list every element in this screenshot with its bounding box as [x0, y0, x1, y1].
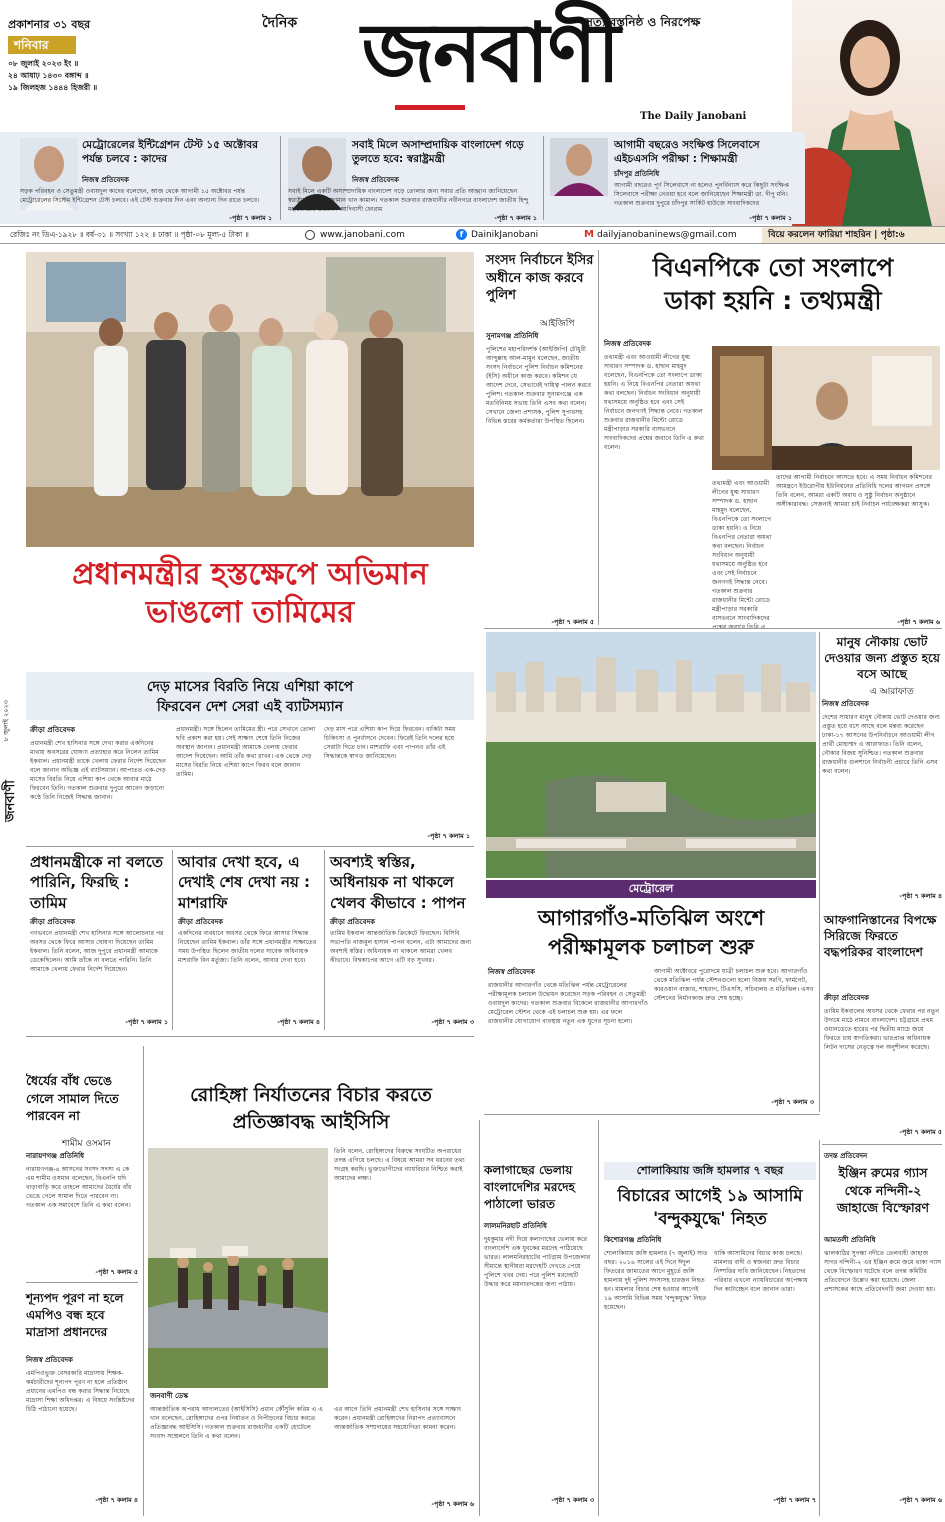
- sholakia-headline-line: বিচারের আগেই ১৯ আসামি: [617, 1186, 803, 1205]
- boat-continued[interactable]: -পৃষ্ঠা ৭ কলাম ৪: [899, 892, 942, 900]
- mail-icon: M: [584, 229, 594, 240]
- top-story-body: সবাই মিলে একটি অসাম্প্রদায়িক বাংলাদেশ গড়ে তোলার জন্য সবার প্রতি আহ্বান জানিয়েছেন স্বরাষ্ট্রমন্ত্রী আসাদুজ্জামান খান কামাল। গতকাল শুক্রবার রাজধানীর নবীনগরে বাংলাদেশ জাতীয় হিন্দু মহাজোটের উত্তরবঙ্গ আদিবাসী ফোরাম: [288, 188, 529, 213]
- day-label: শনিবার: [14, 38, 49, 52]
- lead-subhead-line: দেড় মাসের বিরতি নিয়ে এশিয়া কাপে: [146, 679, 354, 695]
- gas-body: ঝালকাঠির সুগন্ধা নদীতে তেলবাহী জাহাজ সাগর নন্দিনী-২ এর ইঞ্জিন রুমে জমে থাকা গ্যাস থেকে বিস্ফোরণ ঘটেছে বলে তদন্ত কমিটির প্রতিবেদনে উল্লেখ করা হয়েছে। জেলা প্রশাসকের কাছে প্রতিবেদনটি জমা দেওয়া হয়।: [824, 1250, 942, 1293]
- boat-byline: নিজস্ব প্রতিবেদক: [822, 700, 869, 708]
- bnp-body-2: তথ্যমন্ত্রী এবং আওয়ামী লীগের যুগ্ম সাধারণ সম্পাদক ড. হাছান মাহমুদ বলেছেন, বিএনপিকে তো সংলাপে ডাকা হয়নি। এ নিয়ে বিএনপির নেতারা অযথা কথা বলছেন। নির্বাচন সংবিধান অনুযায়ী যথাসময়ে অনুষ্ঠিত হবে এবং সেই নির্বাচনে জনগণই সিদ্ধান্ত নেবে। গতকাল শুক্রবার রাজধানীর মিন্টো রোডে মন্ত্রীপাড়ার সরকারি বাসভবনে সাংবাদিকদের প্রশ্নের জবাবে তিনি এ: [712, 480, 772, 631]
- paper-title: জনবাণী: [361, 5, 619, 101]
- metro-label: মেট্রোরেল: [628, 882, 674, 895]
- top-story-body: সড়ক পরিবহন ও সেতুমন্ত্রী ওবায়দুল কাদের বলেছেন, আজ থেকে আগামী ১৫ অক্টোবর পর্যন্ত মেট্রোরেলের সিস্টেম ইন্টিগ্রেশন টেস্ট চলবে। এই টেস্ট শুক্রবার দিন এবং অন্যান্য দিন রাতে চলবে।: [20, 188, 260, 204]
- top-story-body: আগামী বছরেও পূর্ণ সিলেবাসে না হলেও পুনর্বিন্যাস করে কিছুটা সংক্ষিপ্ত সিলেবাসে পরীক্ষা নেওয়া হবে বলে জানিয়েছেন শিক্ষামন্ত্রী ডা. দীপু মনি। গতকাল শুক্রবার দুপুরে চাঁদপুর সার্কিট হাউজে সাংবাদিকদের: [614, 182, 790, 207]
- sholakia-headline-line: 'বন্দুকযুদ্ধে' নিহত: [653, 1209, 767, 1229]
- top-story-headline[interactable]: আগামী বছরেও সংক্ষিপ্ত সিলেবাসে এইচএসসি পরীক্ষা : শিক্ষামন্ত্রী: [614, 139, 760, 166]
- lead-headline-line: প্রধানমন্ত্রীর হস্তক্ষেপে অভিমান: [72, 557, 428, 592]
- sub-story-body: একদিনের ব্যবধানে অবসর থেকে ফিরে আসার সিদ্ধান্ত নিয়েছেন তামিম ইকবাল। তাঁর সঙ্গে প্রধানমন্ত্রীর সাক্ষাতের সময় উপস্থিত ছিলেন জাতীয় দলের সাবেক অধিনায়ক মাশরাফি বিন মর্তুজা। তিনি বলেন, আবার দেখা হবে।: [178, 930, 317, 964]
- info-bar: [0, 226, 945, 244]
- date-line: ২৪ আষাঢ় ১৪৩০ বঙ্গাব্দ ॥: [8, 71, 89, 80]
- police-kicker-tag: আইজিপি: [540, 319, 575, 329]
- top-stories-strip: [0, 132, 805, 224]
- side-margin: [0, 690, 22, 870]
- patience-body: নারায়ণগঞ্জ-৪ আসনের সংসদ সদস্য এ কে এম শামীম ওসমান বলেছেন, বিএনপি যদি বাড়াবাড়ি করে তাহলে আমাদের ধৈর্যের বাঁধ ভেঙে গেলে সামাল দিতে পারবেন না। গতকাল এক সমাবেশে তিনি এ কথা বলেন।: [26, 1166, 132, 1209]
- sholakia-kicker-box: [604, 1162, 816, 1180]
- afghan-body: তামিম ইকবালের অবসর থেকে ফেরার পর নতুন উদ্যমে মাঠে নামবে বাংলাদেশ। চট্টগ্রামে প্রথম ওয়ানডেতে হারের পর দ্বিতীয় ম্যাচে জয়ে ফিরতে চায় স্বাগতিকরা। ভারপ্রাপ্ত অধিনায়ক লিটন দাসের নেতৃত্বে দল অনুশীলন করেছে।: [824, 1008, 940, 1051]
- top-story-byline: নিজস্ব প্রতিবেদক: [82, 176, 129, 184]
- sholakia-continued[interactable]: -পৃষ্ঠা ৭ কলাম ৭: [773, 1496, 816, 1504]
- patience-byline: নারায়ণগঞ্জ প্রতিনিধি: [26, 1152, 85, 1160]
- metro-headline-line: পরীক্ষামূলক চলাচল শুরু: [548, 935, 754, 960]
- lead-headline[interactable]: [26, 556, 474, 631]
- lead-byline: ক্রীড়া প্রতিবেদক: [30, 726, 76, 734]
- sub-story-continued[interactable]: -পৃষ্ঠা ৭ কলাম ৩: [431, 1018, 474, 1026]
- rohingya-photo: [148, 1148, 328, 1388]
- metro-byline: নিজস্ব প্রতিবেদক: [488, 968, 535, 976]
- rohingya-headline-line: প্রতিজ্ঞাবদ্ধ আইসিসি: [232, 1110, 390, 1133]
- sub-story-headline[interactable]: আবার দেখা হবে, এ দেখাই শেষ দেখা নয় : মাশরাফি: [178, 853, 311, 912]
- patience-tag: শামীম ওসমান: [62, 1139, 111, 1149]
- boat-body: দেশের সাধারণ মানুষ নৌকায় ভোট দেওয়ার জন্য প্রস্তুত হয়ে বসে আছে বলে মন্তব্য করেছেন ঢাকা-১৭ আসনের উপনির্বাচনে আওয়ামী লীগ প্রার্থী মোহাম্মদ এ আরাফাত। তিনি বলেন, নৌকার বিজয় সুনিশ্চিত। গতকাল শুক্রবার রাজধানীর গুলশানে নির্বাচনী প্রচারে তিনি এসব কথা বলেন।: [822, 714, 940, 775]
- paper-title-accent: [395, 40, 465, 110]
- rohingya-continued[interactable]: -পৃষ্ঠা ৭ কলাম ৬: [431, 1500, 474, 1508]
- top-story-headline[interactable]: মেট্রোরেলের ইন্টিগ্রেশন টেস্ট ১৫ অক্টোবর পর্যন্ত চলবে : কাদের: [82, 139, 258, 166]
- madrasa-headline[interactable]: শূন্যপদ পূরণ না হলে এমপিও বন্ধ হবে মাদ্রাসা প্রধানদের: [26, 1291, 124, 1339]
- bnp-byline: নিজস্ব প্রতিবেদক: [604, 340, 651, 348]
- top-story-byline: চাঁদপুর প্রতিনিধি: [614, 170, 660, 178]
- bnp-headline-line: বিএনপিকে তো সংলাপে: [652, 253, 894, 282]
- police-kicker-body: পুলিশের মহাপরিদর্শক (আইজিপি) চৌধুরী আব্দুল্লাহ আল-মামুন বলেছেন, জাতীয় সংসদ নির্বাচনে পুলিশ নির্বাচন কমিশনের (ইসি) অধীনে কাজ করবে। কমিশন যে আদেশ দেবে, সেভাবেই দায়িত্ব পালন করবে পুলিশ। গতকাল শুক্রবার সুনামগঞ্জে এক মতবিনিময় সভায় তিনি এসব কথা বলেন। সেখানে জেলা প্রশাসক, পুলিশ সুপারসহ বিভিন্ন স্তরের কর্মকর্তারা উপস্থিত ছিলেন।: [486, 346, 592, 425]
- advert-photo: [792, 0, 945, 226]
- metro-headline[interactable]: [486, 904, 816, 963]
- banana-continued[interactable]: -পৃষ্ঠা ৭ কলাম ৩: [551, 1496, 594, 1504]
- afghan-headline[interactable]: আফগানিস্তানের বিপক্ষে সিরিজে ফিরতে বদ্ধপরিকর বাংলাদেশ: [824, 913, 937, 960]
- english-title: The Daily Janobani: [640, 111, 747, 122]
- bnp-continued[interactable]: -পৃষ্ঠা ৭ কলাম ৬: [897, 618, 940, 626]
- rohingya-byline: জনবাণী ডেস্ক: [150, 1392, 189, 1400]
- sub-story-headline[interactable]: অবশ্যই স্বস্তির, অধিনায়ক না থাকলে খেলব কীভাবে : পাপন: [330, 853, 466, 912]
- facebook-icon: f: [456, 229, 467, 240]
- gas-kicker: তদন্ত প্রতিবেদন: [824, 1152, 868, 1160]
- sub-story-headline[interactable]: প্রধানমন্ত্রীকে না বলতে পারিনি, ফিরছি : তামিম: [30, 853, 164, 912]
- metro-photo: [486, 632, 816, 878]
- top-story-byline: নিজস্ব প্রতিবেদক: [352, 176, 399, 184]
- facebook-link[interactable]: DainikJanobani: [471, 230, 539, 240]
- sub-story-byline: ক্রীড়া প্রতিবেদক: [330, 918, 376, 926]
- registration-info: রেজিঃ নং ডিএ-১৯২৮ ॥ বর্ষ-৩১ ॥ সংখ্যা ১২২ ॥ ঢাকা ॥ পৃষ্ঠা-০৮ মূল্য-৫ টাকা ॥: [10, 230, 249, 239]
- rohingya-headline-line: রোহিঙ্গা নির্যাতনের বিচার করতে: [190, 1084, 432, 1106]
- since-label: প্রকাশনার ৩১ বছর: [8, 18, 91, 31]
- metro-label-bar: [486, 880, 816, 898]
- story-photo: [550, 138, 608, 196]
- sholakia-headline[interactable]: [604, 1184, 816, 1230]
- lead-body-col: দেড় মাস পরে এশিয়া কাপ দিয়ে ফিরবেন। বাকিটা সময় চিকিৎসা ও পুনর্বাসনে দেবেন। ফিরেই তিনি দলের হয়ে সেরাটা দিতে চান। মাশরাফি এবং পাপনও তাঁর এই সিদ্ধান্তকে স্বাগত জানিয়েছেন।: [324, 726, 456, 760]
- margin-date: ৮ জুলাই ২০২৩: [2, 700, 10, 742]
- gas-headline[interactable]: ইঞ্জিন রুমের গ্যাস থেকে নন্দিনী-২ জাহাজে বিস্ফোরণ: [836, 1165, 930, 1215]
- rohingya-body-col: তিনি বলেন, রোহিঙ্গাদের বিরুদ্ধে সংঘটিত অপরাধের তদন্ত এগিয়ে চলছে। এ বিষয়ে আমরা সব ধরনের তথ্য সংগ্রহ করছি। ভুক্তভোগীদের ন্যায়বিচার নিশ্চিত করাই আমাদের লক্ষ্য।: [334, 1148, 465, 1182]
- minister-photo: [712, 346, 940, 470]
- banana-headline[interactable]: কলাগাছের ভেলায় বাংলাদেশির মরদেহ পাঠালো ভারত: [484, 1163, 575, 1211]
- sub-story-byline: ক্রীড়া প্রতিবেদক: [30, 918, 76, 926]
- gas-continued[interactable]: -পৃষ্ঠা ৭ কলাম ৬: [899, 1496, 942, 1504]
- afghan-byline: ক্রীড়া প্রতিবেদক: [824, 994, 870, 1002]
- sholakia-kicker: শোলাকিয়ায় জঙ্গি হামলার ৭ বছর: [636, 1164, 784, 1177]
- boat-headline[interactable]: মানুষ নৌকায় ভোট দেওয়ার জন্য প্রস্তুত হয়ে বসে আছে: [824, 635, 940, 682]
- police-kicker-byline: সুনামগঞ্জ প্রতিনিধি: [486, 332, 539, 340]
- motto: সত্য বস্তুনিষ্ঠ ও নিরপেক্ষ: [585, 15, 701, 29]
- sub-story-body: গণভবনে প্রধানমন্ত্রী শেখ হাসিনার সঙ্গে আলোচনার পর অবসর থেকে ফিরে আসার ঘোষণা দিয়েছেন তামিম ইকবাল। তিনি বলেন, আজ দুপুরে প্রধানমন্ত্রী আমাকে ডেকেছিলেন। আমি তাঁকে না বলতে পারিনি। তিনি আমাকে খেলায় ফেরার নির্দেশ দিয়েছেন।: [30, 930, 164, 973]
- sholakia-body-col: বাকি আসামিদের বিচার কাজ চলছে। মামলার বাদী ও স্বজনরা দ্রুত বিচার নিষ্পত্তির দাবি জানিয়েছেন। নিহতদের পরিবার এখনো ন্যায়বিচারের অপেক্ষায় দিন কাটাচ্ছেন বলে জানান তারা।: [714, 1250, 808, 1293]
- date-line: ১৯ জিলহজ ১৪৪৪ হিজরী ॥: [8, 83, 98, 92]
- date-line: ০৮ জুলাই ২০২৩ ইং ॥: [8, 59, 79, 68]
- sholakia-byline: কিশোরগঞ্জ প্রতিনিধি: [604, 1236, 662, 1244]
- bnp-body: তথ্যমন্ত্রী এবং আওয়ামী লীগের যুগ্ম সাধারণ সম্পাদক ড. হাছান মাহমুদ বলেছেন, বিএনপিকে তো সংলাপে ডাকা হয়নি। এ নিয়ে বিএনপির নেতারা অযথা কথা বলছেন। নির্বাচন সংবিধান অনুযায়ী যথাসময়ে অনুষ্ঠিত হবে এবং সেই নির্বাচনে জনগণই সিদ্ধান্ত নেবে। গতকাল শুক্রবার রাজধানীর মিন্টো রোডে মন্ত্রীপাড়ার সরকারি বাসভবনে সাংবাদিকদের প্রশ্নের জবাবে তিনি এ কথা বলেন।: [604, 354, 704, 451]
- lead-body-col: প্রধানমন্ত্রী শেখ হাসিনার সঙ্গে দেখা করার একদিনের মাথায় অবসরের ঘোষণা প্রত্যাহার করে নিলেন তামিম ইকবাল। প্রধানমন্ত্রী তাকে খেলায় ফেরার নির্দেশ দিয়েছেন বলে জানান অভিজ্ঞ এই ব্যাটসম্যান। আপাতত এক-দেড় মাসের বিরতি নিয়ে এশিয়া কাপ থেকে আবার মাঠে ফিরবেন তিনি। গতকাল শুক্রবার দুপুরে আবেগ জড়ানো কণ্ঠে তিনি নিজেই সিদ্ধান্ত জানান।: [30, 740, 166, 801]
- patience-continued[interactable]: -পৃষ্ঠা ৭ কলাম ৫: [95, 1268, 138, 1276]
- bnp-headline[interactable]: [604, 252, 942, 317]
- sholakia-body-col: শোলাকিয়ায় জঙ্গি হামলার (৭ জুলাই) সাত বছর। ২০১৬ সালের এই দিনে ঈদুল ফিতরের জামাতের আগে মুহূর্তে জঙ্গি হামলায় দুই পুলিশ সদস্যসহ চারজন নিহত হন। মামলার বিচার শেষ হওয়ার আগেই ১৯ আসামি বিভিন্ন সময় 'বন্দুকযুদ্ধে' নিহত হয়েছেন।: [604, 1250, 708, 1311]
- rohingya-body-col: এর আগে তিনি প্রধানমন্ত্রী শেখ হাসিনার সঙ্গে সাক্ষাৎ করেন। প্রধানমন্ত্রী রোহিঙ্গাদের নিরাপদ প্রত্যাবাসনে আন্তর্জাতিক সম্প্রদায়ের সহযোগিতা কামনা করেন।: [334, 1406, 462, 1431]
- metro-continued[interactable]: -পৃষ্ঠা ৭ কলাম ৩: [771, 1098, 814, 1106]
- metro-body-col: রাজধানীর আগারগাঁও থেকে মতিঝিল পর্যন্ত মেট্রোরেলের পরীক্ষামূলক চলাচল উদ্বোধন করেছেন সড়ক পরিবহন ও সেতুমন্ত্রী ওবায়দুল কাদের। গতকাল শুক্রবার বিকেলে রাজধানীর আগারগাঁও মেট্রোরেল স্টেশন থেকে এই চলাচল শুরু হয়। এর ফলে রাজধানীর যোগাযোগ ব্যবস্থায় নতুন এক যুগের সূচনা হলো।: [488, 982, 649, 1025]
- top-story-continued[interactable]: -পৃষ্ঠা ৭ কলাম ১: [749, 214, 792, 222]
- gas-byline: আমতলী প্রতিনিধি: [824, 1236, 876, 1244]
- metro-headline-line: আগারগাঁও-মতিঝিল অংশে: [537, 906, 765, 930]
- top-story-headline[interactable]: সবাই মিলে অসাম্প্রদায়িক বাংলাদেশ গড়ে তুলতে হবে: স্বরাষ্ট্রমন্ত্রী: [352, 139, 524, 166]
- banana-byline: লালমনিরহাট প্রতিনিধি: [484, 1222, 547, 1230]
- lead-continued[interactable]: -পৃষ্ঠা ৭ কলাম ১: [427, 832, 470, 840]
- masthead: [0, 0, 945, 132]
- lead-subhead-line: ফিরবেন দেশ সেরা এই ব্যাটসম্যান: [156, 699, 344, 716]
- police-kicker-continued[interactable]: -পৃষ্ঠা ৭ কলাম ৫: [551, 618, 594, 626]
- afghan-continued[interactable]: -পৃষ্ঠা ৭ কলাম ৫: [899, 1128, 942, 1136]
- email-link[interactable]: dailyjanobaninews@gmail.com: [597, 230, 737, 240]
- website-link[interactable]: www.janobani.com: [320, 230, 405, 240]
- lead-headline-line: ভাঙলো তামিমের: [145, 594, 355, 630]
- globe-icon: [305, 230, 315, 240]
- boat-tag: এ আরাফাত: [870, 687, 914, 697]
- sub-story-continued[interactable]: -পৃষ্ঠা ৭ কলাম ১: [125, 1018, 168, 1026]
- police-kicker-headline[interactable]: সংসদ নির্বাচনে ইসির অধীনে কাজ করবে পুলিশ: [486, 253, 594, 304]
- rohingya-headline[interactable]: [148, 1082, 474, 1135]
- banana-body: দুধকুমার নদী দিয়ে কলাগাছের ভেলায় করে বাংলাদেশি এক যুবকের মরদেহ পাঠিয়েছে ভারত। লালমনিরহাটের পাটগ্রাম উপজেলার সীমান্তে স্থানীয়রা মরদেহটি দেখতে পেয়ে পুলিশে খবর দেয়। পরে পুলিশ মরদেহটি উদ্ধার করে ময়নাতদন্তের জন্য পাঠায়।: [484, 1236, 591, 1288]
- lead-subhead-box: [26, 672, 474, 720]
- metro-body-col: আগামী অক্টোবরে পুরোদমে যাত্রী চলাচল শুরু হবে। আগারগাঁও থেকে মতিঝিল পর্যন্ত স্টেশনগুলো হলো বিজয় সরণি, ফার্মগেট, কারওয়ান বাজার, শাহবাগ, টিএসসি, সচিবালয় ও মতিঝিল। এসব স্টেশনের নির্মাণকাজ দ্রুত শেষ হচ্ছে।: [654, 968, 814, 1002]
- top-story-continued[interactable]: -পৃষ্ঠা ৭ কলাম ১: [494, 214, 537, 222]
- madrasa-body: এমপিওভুক্ত বেসরকারি মাদ্রাসায় শিক্ষক-কর্মচারীদের শূন্যপদ পূরণ না হলে প্রতিষ্ঠান প্রধানের এমপিও বন্ধ করার সিদ্ধান্ত নিয়েছে মাদ্রাসা শিক্ষা অধিদপ্তর। এ বিষয়ে সংশ্লিষ্টদের চিঠি পাঠানো হয়েছে।: [26, 1370, 135, 1413]
- sub-story-continued[interactable]: -পৃষ্ঠা ৭ কলাম ৪: [277, 1018, 320, 1026]
- madrasa-byline: নিজস্ব প্রতিবেদক: [26, 1356, 73, 1364]
- rohingya-body-col: আন্তর্জাতিক অপরাধ আদালতের (আইসিসি) প্রধান কৌঁসুলি করিম এ এ খান বলেছেন, রোহিঙ্গাদের ওপর নির্যাতন ও নিপীড়নের বিচার করতে প্রতিজ্ঞাবদ্ধ আইসিসি। গতকাল শুক্রবার রাজধানীর একটি হোটেলে সংবাদ সম্মেলনে তিনি এ কথা বলেন।: [150, 1406, 323, 1440]
- sub-story-byline: ক্রীড়া প্রতিবেদক: [178, 918, 224, 926]
- madrasa-continued[interactable]: -পৃষ্ঠা ৭ কলাম ৪: [95, 1496, 138, 1504]
- bnp-headline-line: ডাকা হয়নি : তথ্যমন্ত্রী: [664, 285, 882, 315]
- pre-title: দৈনিক: [262, 15, 298, 31]
- bnp-side: তাদের আগামী নির্বাচনে আসতে হবে। এ সময় নির্বাচন কমিশনের আমন্ত্রণে ইউরোপীয় ইউনিয়নের প্রতিনিধি দলের আগমন প্রসঙ্গে তিনি বলেন, আমরা একটি অবাধ ও সুষ্ঠু নির্বাচন অনুষ্ঠানে অঙ্গীকারাবদ্ধ। সেজন্যই আমরা চাই নির্বাচন পর্যবেক্ষকরা আসুক।: [776, 474, 933, 508]
- lead-photo: [26, 252, 474, 547]
- sub-story-body: তামিম ইকবাল আন্তর্জাতিক ক্রিকেটে ফিরছেন। বিসিবি সভাপতি নাজমুল হাসান পাপন বলেন, এটা আমাদের জন্য অবশ্যই স্বস্তির। অধিনায়ক না থাকলে আমরা খেলব কীভাবে। বিশ্বকাপের আগে এটি বড় সুখবর।: [330, 930, 472, 964]
- margin-title: জনবাণী: [3, 780, 18, 822]
- top-story-continued[interactable]: -পৃষ্ঠা ৭ কলাম ১: [229, 214, 272, 222]
- lead-body-col: প্রধানমন্ত্রী। সঙ্গে ছিলেন তামিমের স্ত্রী। পরে সেখানে তোলা ছবি প্রকাশ করা হয়। সেই সাক্ষাৎ শেষে তিনি নিজের অবস্থান জানান। প্রধানমন্ত্রী আমাকে খেলায় ফেরার আদেশ দিয়েছেন। আমি তাঁর কথা রাখব। এক থেকে দেড় মাসের বিরতি নিয়ে এশিয়া কাপে ফিরব বলে জানান তামিম।: [176, 726, 316, 778]
- promo-box[interactable]: বিয়ে করলেন ফারিয়া শাহরিন | পৃষ্ঠা:৬: [762, 227, 945, 243]
- patience-headline[interactable]: ধৈর্যের বাঁধ ভেঙে গেলে সামাল দিতে পারবেন না: [26, 1073, 119, 1123]
